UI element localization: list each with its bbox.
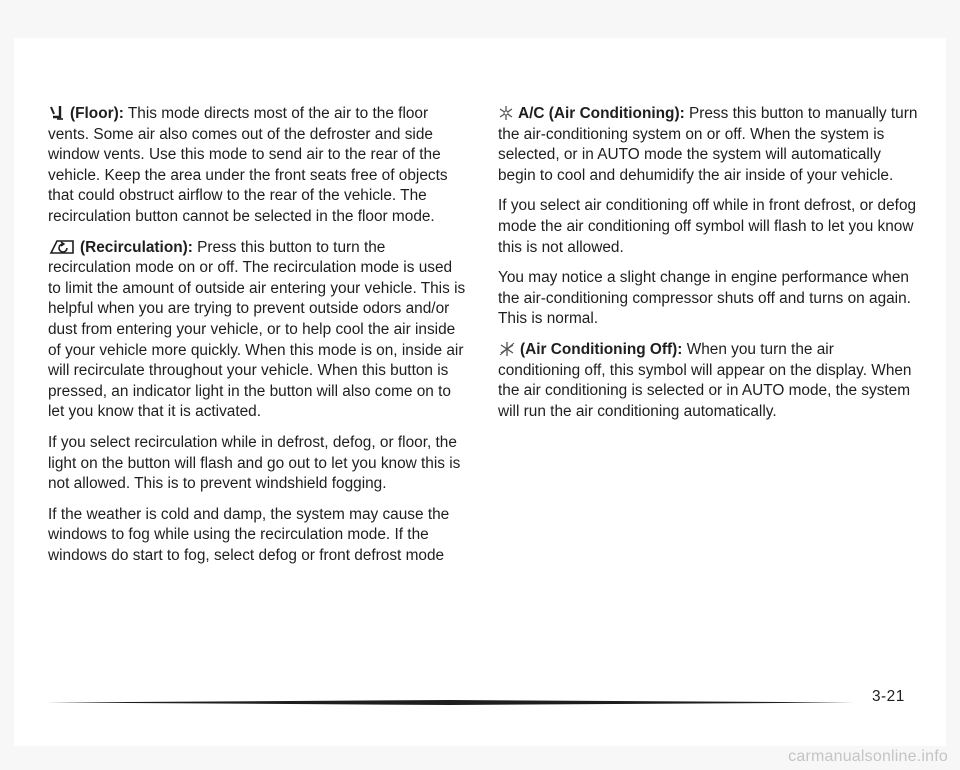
floor-vent-icon bbox=[48, 105, 66, 121]
ac-off-defrost-text: If you select air conditioning off while in front defrost, or defog mode the air conditioning off symbol will flash to let you know this is not allowed. bbox=[498, 197, 917, 256]
recirculation-label: (Recirculation): bbox=[80, 238, 193, 256]
ac-paragraph bbox=[498, 104, 918, 186]
right-column bbox=[498, 104, 918, 432]
cold-damp-text: If the weather is cold and damp, the system may cause the windows to fog while using the recirculation mode. If the windows do start to fog, select defog or front defrost mode bbox=[48, 505, 450, 564]
watermark: carmanualsonline.info bbox=[788, 748, 948, 765]
floor-mode-label: (Floor): bbox=[70, 105, 124, 122]
cold-damp-paragraph bbox=[48, 505, 468, 567]
ac-off-defrost-paragraph bbox=[498, 196, 918, 258]
page-number: 3-21 bbox=[872, 688, 905, 705]
recirculation-defrost-paragraph bbox=[48, 433, 468, 495]
engine-performance-paragraph bbox=[498, 268, 918, 330]
ac-text: Press this button to manually turn the air-conditioning system on or off. When the system is selected, or in AUTO mode the system will automatically begin to cool and dehumidify the air inside of your vehicle. bbox=[498, 105, 918, 184]
snowflake-off-icon bbox=[498, 341, 516, 357]
recirculation-paragraph bbox=[48, 238, 468, 423]
recirculation-defrost-text: If you select recirculation while in defrost, defog, or floor, the light on the button will flash and go out to let you know this is not allowed. This is to prevent windshield fogging. bbox=[48, 433, 461, 493]
ac-off-text: When you turn the air conditioning off, this symbol will appear on the display. When the air conditioning is selected or in AUTO mode, the system will run the air conditioning automatically. bbox=[498, 340, 912, 420]
ac-off-paragraph bbox=[498, 340, 918, 422]
left-column bbox=[48, 104, 468, 576]
floor-mode-paragraph bbox=[48, 104, 468, 228]
ac-label: A/C (Air Conditioning): bbox=[518, 105, 685, 122]
footer-rule bbox=[46, 700, 854, 705]
engine-performance-text: You may notice a slight change in engine performance when the air-conditioning compressor shuts off and turns on again. This is normal. bbox=[498, 269, 911, 328]
recirculation-text: Press this button to turn the recirculation mode on or off. The recirculation mode is used to limit the amount of outside air entering your vehicle. This is helpful when you are trying to prevent outside odors and/or dust from entering your vehicle, or to help cool the air inside of your vehicle more quickly. When this mode is on, inside air will recirculate throughout your vehicle. When this button is pressed, an indicator light in the button will also come on to let you know that it is activated. bbox=[48, 238, 466, 421]
recirculation-icon bbox=[48, 239, 76, 255]
snowflake-icon bbox=[498, 105, 514, 121]
floor-mode-text: This mode directs most of the air to the floor vents. Some air also comes out of the defroster and side window vents. Use this mode to send air to the rear of the vehicle. Keep the area under the front seats free of objects that could obstruct airflow to the rear of the vehicle. The recirculation button cannot be selected in the floor mode. bbox=[48, 105, 448, 225]
ac-off-label: (Air Conditioning Off): bbox=[520, 340, 683, 358]
